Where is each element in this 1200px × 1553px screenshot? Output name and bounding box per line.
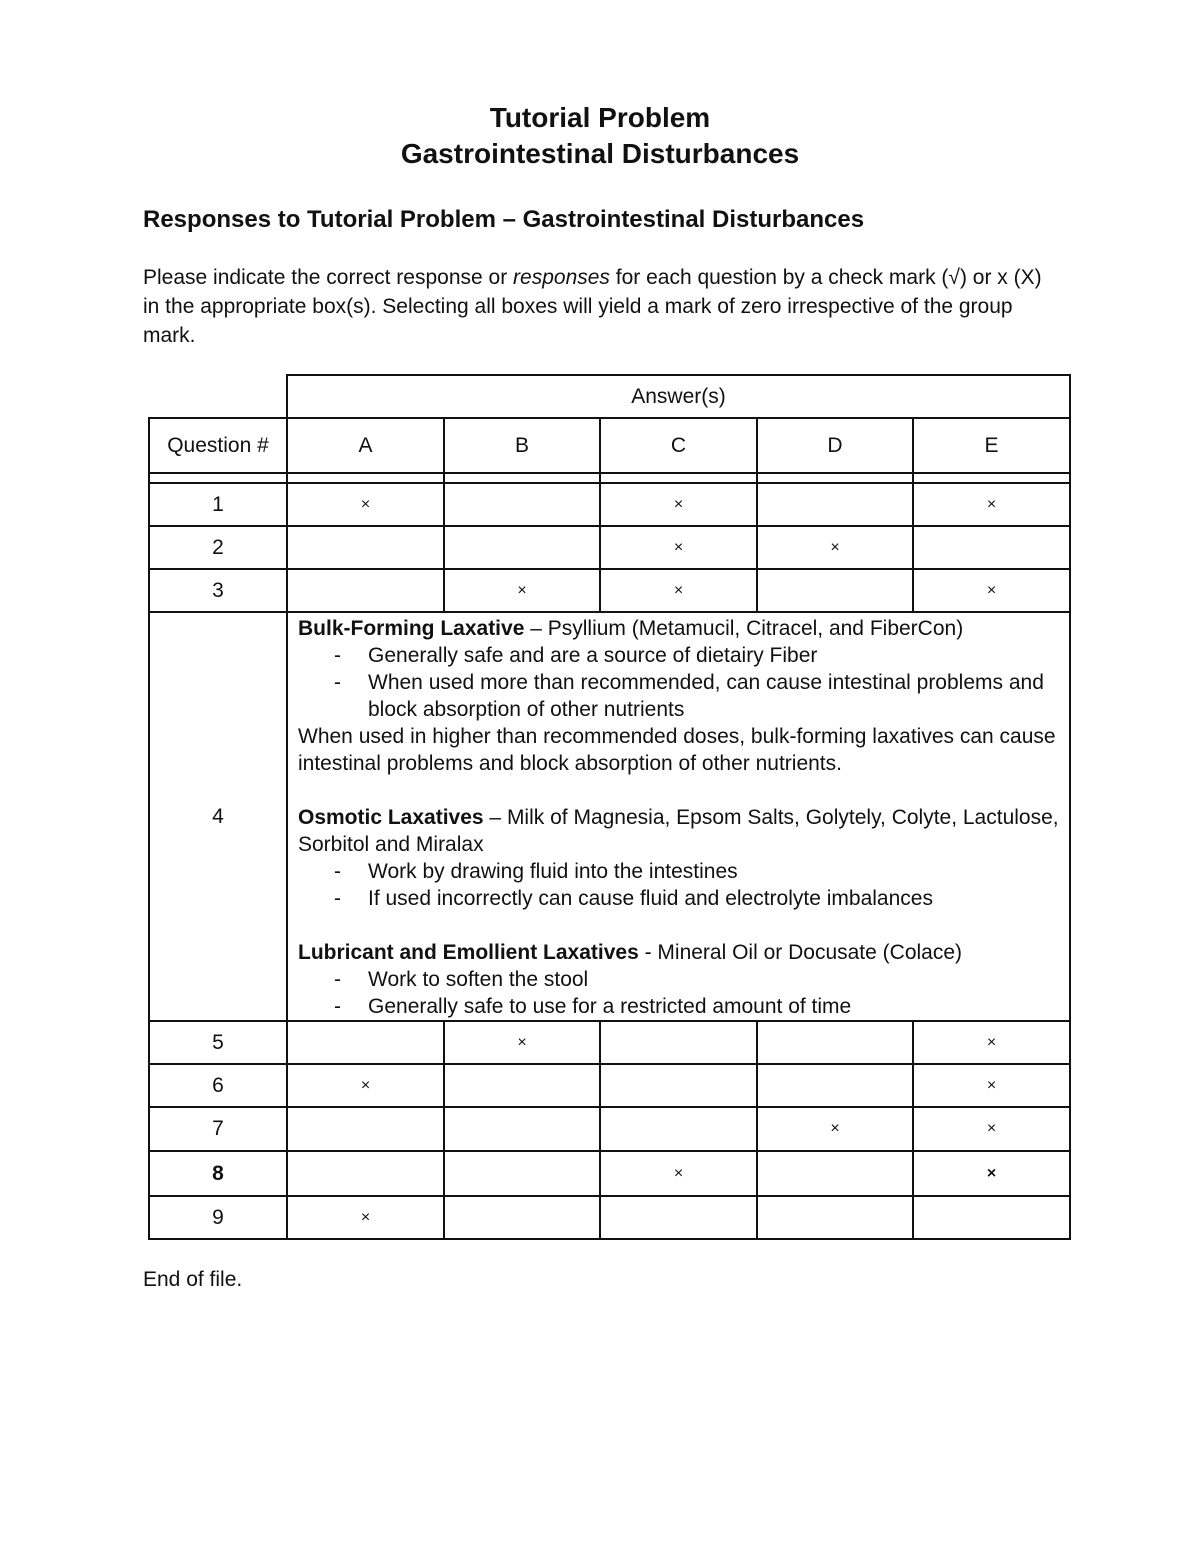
answer-cell-d[interactable] <box>757 483 913 526</box>
answer-cell-e[interactable] <box>913 1196 1070 1239</box>
question-number: 5 <box>149 1021 287 1064</box>
answer-table <box>148 374 1071 1240</box>
bulk-forming-note: When used in higher than recommended doses, bulk-forming laxatives can cause intestinal problems and block absorption of other nutrients. <box>298 725 1056 775</box>
dash-marker: - <box>334 995 341 1018</box>
osmotic-line <box>298 804 1061 858</box>
bulk-forming-heading: Bulk-Forming Laxative <box>298 617 525 640</box>
instructions-emphasis: responses <box>513 266 610 289</box>
answer-cell-d[interactable]: × <box>757 1107 913 1151</box>
answer-cell-e[interactable]: × <box>913 1107 1070 1151</box>
question-number: 2 <box>149 526 287 569</box>
question-number: 1 <box>149 483 287 526</box>
answer-cell-b[interactable]: × <box>444 1021 600 1064</box>
bulk-forming-bullets <box>298 642 1061 723</box>
answer-cell-b[interactable] <box>444 526 600 569</box>
answer-cell-b[interactable]: × <box>444 569 600 612</box>
table-row <box>149 526 1070 569</box>
osmotic-heading: Osmotic Laxatives <box>298 806 484 829</box>
column-header-c: C <box>600 418 757 473</box>
dash-marker: - <box>334 644 341 667</box>
lubricant-line <box>298 939 1061 966</box>
column-header-a: A <box>287 418 444 473</box>
table-row-question-4 <box>149 612 1070 1021</box>
table-row <box>149 1064 1070 1107</box>
answer-cell-e[interactable]: × <box>913 569 1070 612</box>
lubricant-bullets <box>298 966 1061 1020</box>
table-row <box>149 483 1070 526</box>
list-item <box>298 993 1061 1020</box>
instructions-paragraph <box>143 263 1063 350</box>
header-spacer-row <box>149 473 1070 483</box>
table-row <box>149 1196 1070 1239</box>
question-number: 6 <box>149 1064 287 1107</box>
answer-cell-d[interactable]: × <box>757 526 913 569</box>
answer-cell-e[interactable] <box>913 526 1070 569</box>
osmotic-bullets <box>298 858 1061 912</box>
bullet-text: When used more than recommended, can cause intestinal problems and block absorption of other nutrients <box>368 671 1044 721</box>
answer-cell-e[interactable]: × <box>913 1151 1070 1196</box>
bullet-text: Work by drawing fluid into the intestines <box>368 860 738 883</box>
answer-cell-c[interactable] <box>600 1196 757 1239</box>
answer-cell-a[interactable] <box>287 1021 444 1064</box>
answer-cell-c[interactable] <box>600 1021 757 1064</box>
answer-cell-b[interactable] <box>444 1151 600 1196</box>
answer-cell-c[interactable] <box>600 1107 757 1151</box>
answer-cell-a[interactable]: × <box>287 1196 444 1239</box>
question-number-header: Question # <box>149 418 287 473</box>
dash-marker: - <box>334 671 341 694</box>
bullet-text: Generally safe and are a source of dietairy Fiber <box>368 644 818 667</box>
answer-cell-e[interactable]: × <box>913 483 1070 526</box>
dash-marker: - <box>334 968 341 991</box>
instructions-text-end: for each question by a check mark (√) or x (X) in the appropriate box(s). Selecting all boxes will yield a mark of zero irrespective of the group mark. <box>143 266 1042 347</box>
answer-cell-a[interactable] <box>287 569 444 612</box>
question-number: 4 <box>149 612 287 1021</box>
answer-cell-c[interactable]: × <box>600 569 757 612</box>
list-item <box>298 858 1061 885</box>
table-row <box>149 569 1070 612</box>
laxative-explanation <box>287 612 1070 1021</box>
list-item <box>298 669 1061 723</box>
answer-cell-c[interactable] <box>600 1064 757 1107</box>
bulk-forming-line <box>298 615 1061 642</box>
lubricant-heading: Lubricant and Emollient Laxatives <box>298 941 639 964</box>
osmotic-examples: – Milk of Magnesia, Epsom Salts, Golytely, Colyte, Lactulose, Sorbitol and Miralax <box>298 806 1059 856</box>
answer-cell-b[interactable] <box>444 483 600 526</box>
answer-cell-d[interactable] <box>757 1196 913 1239</box>
list-item <box>298 885 1061 912</box>
answer-cell-d[interactable] <box>757 1021 913 1064</box>
document-title-line-2: Gastrointestinal Disturbances <box>400 138 800 169</box>
document-title-line-1: Tutorial Problem <box>489 102 711 133</box>
answer-cell-a[interactable]: × <box>287 1064 444 1107</box>
instructions-text-start: Please indicate the correct response or <box>143 266 514 289</box>
answer-cell-a[interactable]: × <box>287 483 444 526</box>
table-row <box>149 1107 1070 1151</box>
column-header-d: D <box>757 418 913 473</box>
answer-cell-b[interactable] <box>444 1064 600 1107</box>
answer-cell-e[interactable]: × <box>913 1021 1070 1064</box>
table-corner-blank <box>149 375 287 418</box>
answer-cell-d[interactable] <box>757 569 913 612</box>
bullet-text: If used incorrectly can cause fluid and electrolyte imbalances <box>368 887 933 910</box>
answer-cell-e[interactable]: × <box>913 1064 1070 1107</box>
column-header-e: E <box>913 418 1070 473</box>
answer-cell-b[interactable] <box>444 1107 600 1151</box>
table-row <box>149 1021 1070 1064</box>
bulk-forming-examples: – Psyllium (Metamucil, Citracel, and FiberCon) <box>524 617 964 640</box>
question-number: 3 <box>149 569 287 612</box>
answer-cell-d[interactable] <box>757 1064 913 1107</box>
answer-cell-a[interactable] <box>287 1107 444 1151</box>
end-of-file-note: End of file. <box>143 1268 243 1291</box>
answer-cell-a[interactable] <box>287 526 444 569</box>
answer-cell-d[interactable] <box>757 1151 913 1196</box>
question-number: 9 <box>149 1196 287 1239</box>
lubricant-examples: - Mineral Oil or Docusate (Colace) <box>638 941 963 964</box>
dash-marker: - <box>334 887 341 910</box>
answers-header: Answer(s) <box>287 375 1070 418</box>
answer-cell-c[interactable]: × <box>600 483 757 526</box>
list-item <box>298 966 1061 993</box>
answer-cell-c[interactable]: × <box>600 1151 757 1196</box>
dash-marker: - <box>334 860 341 883</box>
answer-cell-a[interactable] <box>287 1151 444 1196</box>
list-item <box>298 642 1061 669</box>
answer-cell-b[interactable] <box>444 1196 600 1239</box>
table-row <box>149 1151 1070 1196</box>
question-number: 8 <box>149 1151 287 1196</box>
column-header-b: B <box>444 418 600 473</box>
answer-cell-c[interactable]: × <box>600 526 757 569</box>
question-number: 7 <box>149 1107 287 1151</box>
bullet-text: Generally safe to use for a restricted amount of time <box>368 995 852 1018</box>
section-heading: Responses to Tutorial Problem – Gastrointestinal Disturbances <box>143 206 865 233</box>
bullet-text: Work to soften the stool <box>368 968 589 991</box>
